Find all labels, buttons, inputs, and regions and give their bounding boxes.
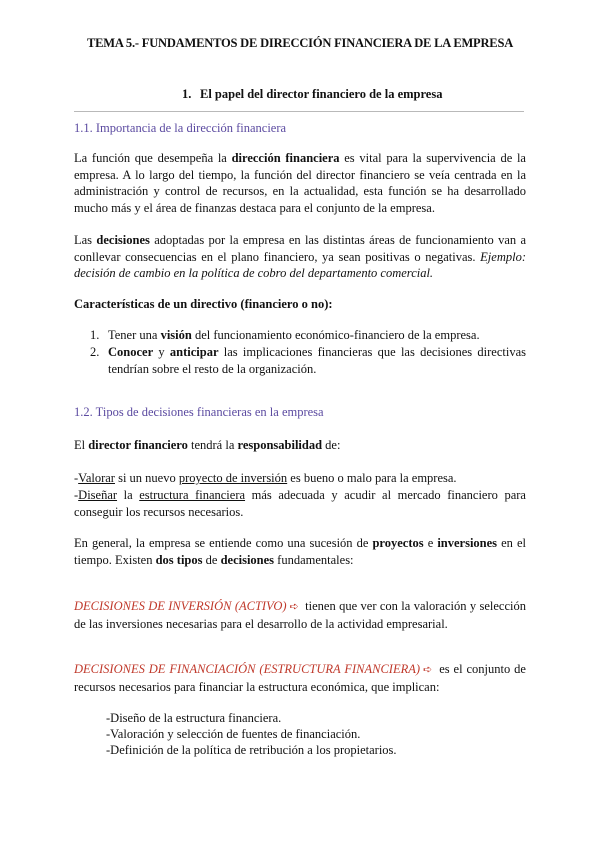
text-run: es bueno o malo para la empresa. <box>287 471 457 485</box>
text-run: las implicaciones financieras que las decisiones directivas tendrían sobre el resto de la organización. <box>108 345 527 376</box>
text-run: Las <box>74 233 97 247</box>
section-title: El papel del director financiero de la empresa <box>200 87 443 101</box>
text-run: adoptadas por la empresa en las distintas áreas de funcionamiento van a conllevar consecuencias en el plano financiero, ya sean positivas o negativas. <box>74 233 526 264</box>
decision-heading: DECISIONES DE INVERSIÓN (ACTIVO) <box>74 599 287 613</box>
bold-term: inversiones <box>437 536 498 550</box>
arrow-icon: ➪ <box>289 601 299 613</box>
characteristics-heading: Características de un directivo (financiero o no): <box>74 297 333 311</box>
text-run: del funcionamiento económico-financiero de la empresa. <box>191 328 480 342</box>
list-item <box>90 344 526 377</box>
underlined-term: Diseñar <box>78 488 118 502</box>
indented-list-item: -Valoración y selección de fuentes de financiación. <box>106 727 361 741</box>
bold-term: visión <box>160 328 192 342</box>
bold-term: responsabilidad <box>237 438 323 452</box>
text-run: más adecuada y acudir al mercado financiero para conseguir los recursos necesarios. <box>74 488 526 519</box>
bold-term: dos tipos <box>155 552 203 567</box>
list-number: 1. <box>90 328 100 342</box>
bold-term: anticipar <box>169 345 219 359</box>
text-run: fundamentales: <box>274 552 354 567</box>
list-item <box>90 327 526 344</box>
indented-list-item: -Definición de la política de retribución a los propietarios. <box>106 743 397 757</box>
paragraph-decisions <box>74 232 526 282</box>
heading-divider <box>74 111 524 112</box>
subsection-heading-1-1: 1.1. Importancia de la dirección financiera <box>74 121 287 135</box>
indented-list-item: -Diseño de la estructura financiera. <box>106 711 282 725</box>
underlined-term: Valorar <box>78 471 115 485</box>
text-run: e <box>423 536 438 550</box>
text-run: de: <box>322 438 341 452</box>
text-run: en el tiempo. Existen <box>74 536 526 567</box>
text-run: En general, la empresa se entiende como una sucesión de <box>74 536 373 550</box>
bold-term: Conocer <box>108 345 154 359</box>
bold-term: dirección financiera <box>231 151 340 165</box>
section-number: 1. <box>182 87 192 101</box>
text-run: de <box>202 552 221 567</box>
example-text: Ejemplo: decisión de cambio en la política de cobro del departamento comercial. <box>74 249 526 281</box>
underlined-term: proyecto de inversión <box>178 471 288 485</box>
bold-term: decisiones <box>220 552 275 567</box>
underlined-term: estructura financiera <box>139 488 246 502</box>
text-run: si un nuevo <box>114 471 179 485</box>
bold-term: proyectos <box>372 536 424 550</box>
text-run: tienen que ver con la valoración y selección de las inversiones necesarias para el desarrollo de la actividad empresarial. <box>74 599 526 631</box>
paragraph-financing-decisions <box>74 661 526 695</box>
document-title: TEMA 5.- FUNDAMENTOS DE DIRECCIÓN FINANCIERA DE LA EMPRESA <box>86 36 514 50</box>
section-heading <box>182 87 442 102</box>
text-run: - <box>74 471 79 485</box>
text-run: y <box>153 345 170 359</box>
subsection-heading-1-2: 1.2. Tipos de decisiones financieras en la empresa <box>74 405 324 419</box>
text-run: El <box>74 438 89 452</box>
list-number: 2. <box>90 345 100 359</box>
bold-term: director financiero <box>88 438 188 452</box>
text-run: es el conjunto de recursos necesarios para financiar la estructura económica, que implican: <box>74 662 526 694</box>
text-run: - <box>74 488 79 502</box>
text-run: es vital para la supervivencia de la empresa. A lo largo del tiempo, la función del director financiero se veía centrada en la administración y control de recursos, en la actualidad, esta función se ha desarrollado mucho más y el área de finanzas destaca para el conjunto de la empresa. <box>74 151 526 215</box>
text-run: la <box>117 488 140 502</box>
paragraph-investment-decisions <box>74 598 526 632</box>
dash-item-valorar <box>74 470 526 487</box>
text-run: Tener una <box>108 328 161 342</box>
text-run: La función que desempeña la <box>74 151 232 165</box>
decision-heading: DECISIONES DE FINANCIACIÓN (ESTRUCTURA FINANCIERA) <box>74 662 421 676</box>
bold-term: decisiones <box>96 233 150 247</box>
list-text <box>108 344 526 377</box>
dash-item-disenar <box>74 487 526 520</box>
paragraph-director-responsibility <box>74 437 526 454</box>
arrow-icon: ➪ <box>423 664 433 676</box>
text-run: tendrá la <box>187 438 238 452</box>
paragraph-importance <box>74 150 526 216</box>
list-text <box>108 327 526 344</box>
paragraph-types-of-decisions <box>74 535 526 568</box>
